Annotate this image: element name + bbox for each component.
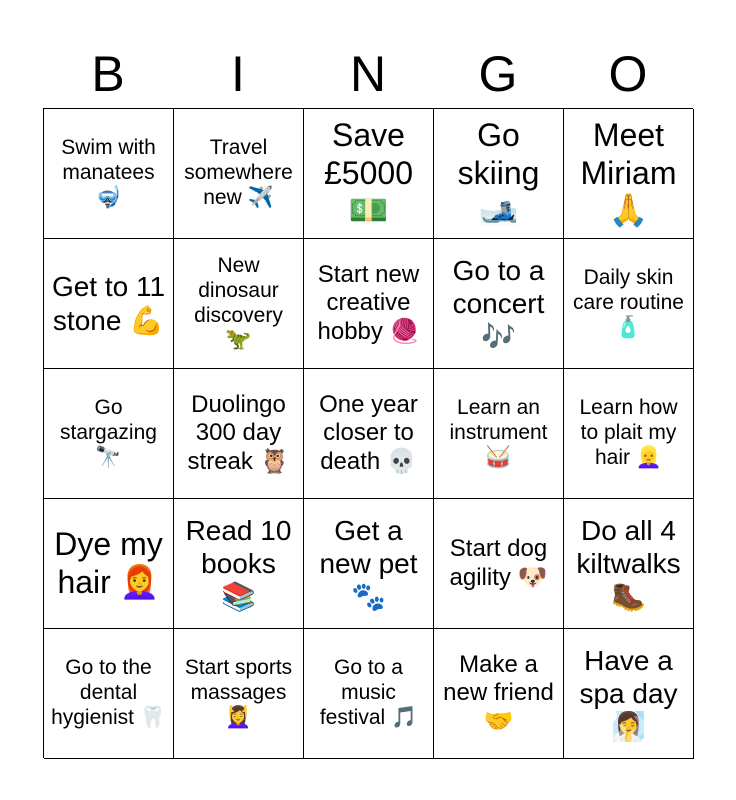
- cell-text: Swim with manatees 🤿: [61, 136, 156, 209]
- header-letter-i: I: [231, 46, 245, 102]
- cell-text: Make a new friend 🤝: [443, 651, 554, 735]
- cell-text: Daily skin care routine 🧴: [573, 266, 684, 339]
- bingo-cell[interactable]: [564, 369, 694, 499]
- bingo-cell[interactable]: [44, 499, 174, 629]
- bingo-cell[interactable]: [304, 369, 434, 499]
- bingo-cell[interactable]: [434, 369, 564, 499]
- cell-text: Get a new pet 🐾: [319, 514, 418, 613]
- bingo-cell[interactable]: [564, 629, 694, 759]
- header-letter-o: O: [608, 46, 648, 102]
- cell-text: Duolingo 300 day streak 🦉: [187, 391, 290, 475]
- header-letter-b: B: [91, 46, 125, 102]
- cell-text: Travel somewhere new ✈️: [184, 136, 293, 209]
- cell-text: Go stargazing 🔭: [60, 396, 157, 469]
- bingo-cell[interactable]: [44, 369, 174, 499]
- cell-text: Go to the dental hygienist 🦷: [51, 656, 166, 729]
- cell-text: Go to a concert 🎶: [452, 254, 545, 353]
- cell-text: Dye my hair 👩‍🦰: [54, 525, 163, 600]
- bingo-cell[interactable]: [44, 629, 174, 759]
- cell-text: Save £5000 💵: [324, 116, 413, 229]
- bingo-cell[interactable]: [434, 499, 564, 629]
- bingo-cell[interactable]: [304, 109, 434, 239]
- bingo-header: [43, 40, 693, 108]
- cell-text: Have a spa day 🧖‍♀️: [579, 644, 678, 743]
- bingo-cell[interactable]: [434, 629, 564, 759]
- bingo-cell[interactable]: [564, 499, 694, 629]
- bingo-cell[interactable]: [434, 109, 564, 239]
- bingo-cell[interactable]: [174, 109, 304, 239]
- bingo-board: [43, 108, 693, 758]
- bottom-margin: [0, 760, 736, 800]
- cell-text: New dinosaur discovery 🦖: [194, 253, 283, 352]
- bingo-cell[interactable]: [564, 109, 694, 239]
- bingo-cell[interactable]: [174, 499, 304, 629]
- bingo-cell[interactable]: [174, 629, 304, 759]
- bingo-cell[interactable]: [44, 109, 174, 239]
- header-letter-n: N: [349, 46, 387, 102]
- bingo-cell[interactable]: [174, 239, 304, 369]
- cell-text: Meet Miriam 🙏: [580, 116, 677, 229]
- cell-text: Get to 11 stone 💪: [51, 271, 166, 336]
- bingo-cell[interactable]: [304, 239, 434, 369]
- cell-text: Start sports massages 💆‍♀️: [184, 656, 293, 729]
- cell-text: Learn how to plait my hair 👱‍♀️: [579, 396, 678, 469]
- cell-text: Go skiing 🎿: [457, 116, 540, 229]
- bingo-cell[interactable]: [564, 239, 694, 369]
- bingo-cell[interactable]: [174, 369, 304, 499]
- cell-text: Start dog agility 🐶: [449, 535, 548, 591]
- cell-text: Do all 4 kiltwalks 🥾: [576, 514, 681, 613]
- cell-text: Go to a music festival 🎵: [319, 656, 418, 729]
- cell-text: One year closer to death 💀: [319, 391, 418, 475]
- bingo-cell[interactable]: [304, 629, 434, 759]
- cell-text: Read 10 books 📚: [185, 514, 292, 613]
- bingo-cell[interactable]: [434, 239, 564, 369]
- header-letter-g: G: [478, 46, 518, 102]
- cell-text: Learn an instrument 🥁: [449, 396, 548, 469]
- bingo-cell[interactable]: [304, 499, 434, 629]
- bingo-cell[interactable]: [44, 239, 174, 369]
- cell-text: Start new creative hobby 🧶: [317, 261, 420, 345]
